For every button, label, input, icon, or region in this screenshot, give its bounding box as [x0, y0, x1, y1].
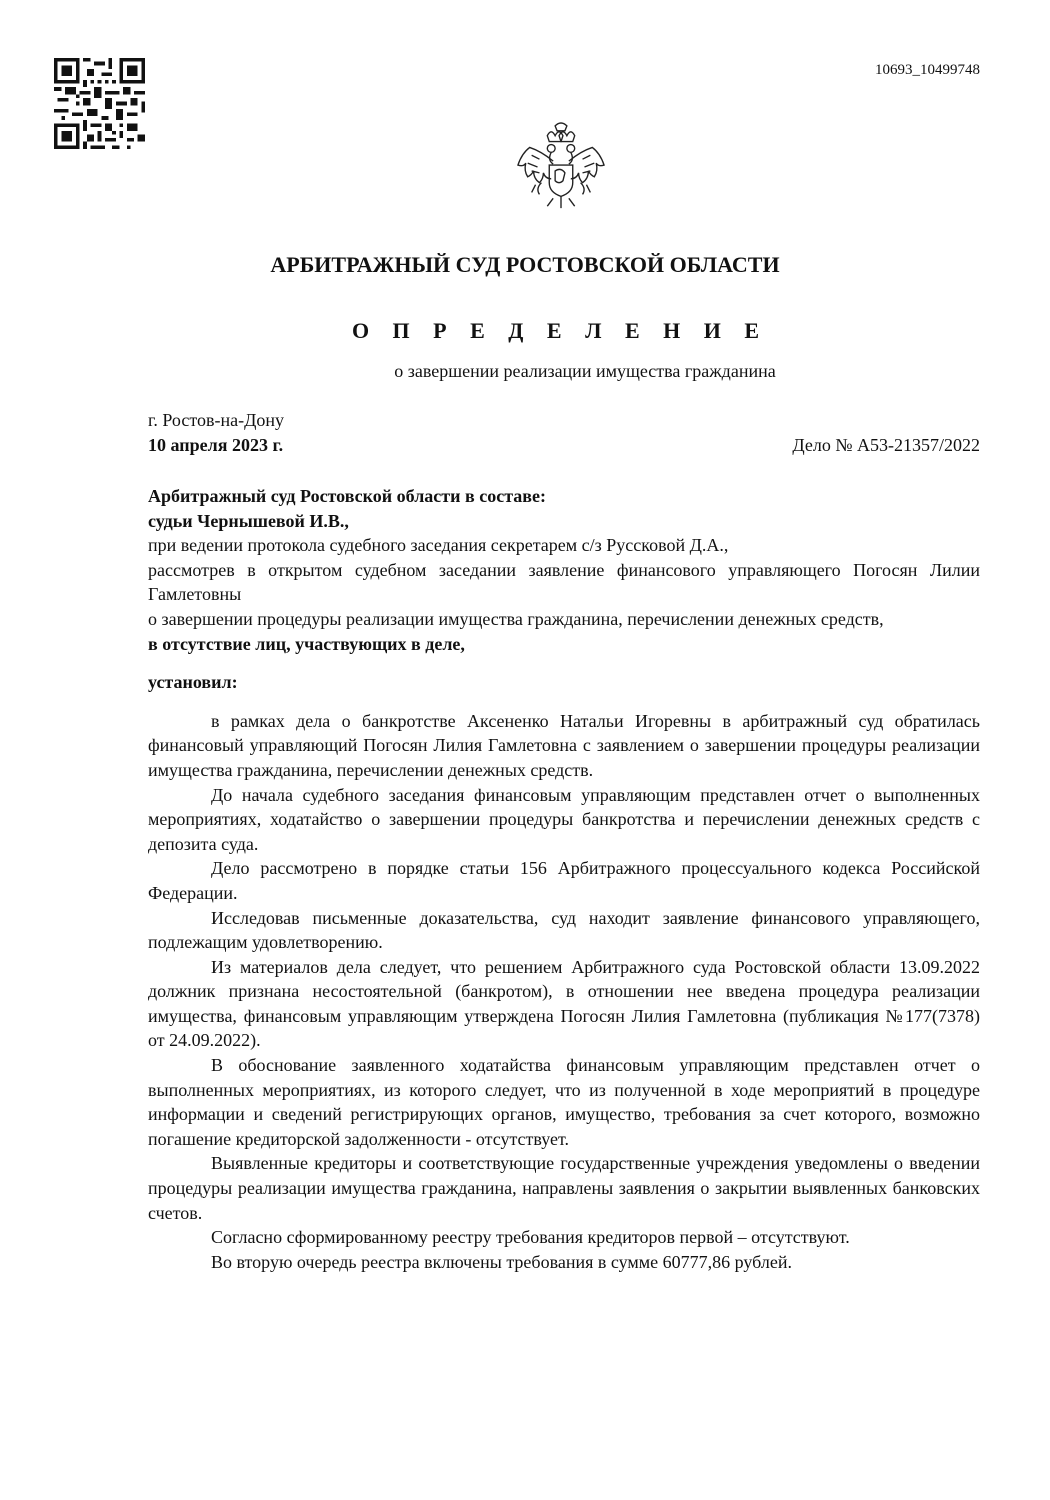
document-subtitle: о завершении реализации имущества гражданина — [394, 361, 776, 381]
decision-date: 10 апреля 2023 г. — [148, 435, 284, 455]
subject-line: о завершении процедуры реализации имущества гражданина, перечислении денежных средств, — [148, 608, 884, 629]
paragraph: Из материалов дела следует, что решением Арбитражного суда Ростовской области 13.09.2022 должник признана несостоятельной (банкротом), в отношении нее введена процедура реализации имущества, финансовым управляющим утверждена Погосян Лилия Гамлетовна (публикация №177(7378) от 24.09.2022). — [148, 956, 980, 1051]
paragraph: Исследовав письменные доказательства, суд находит заявление финансового управляющего, подлежащим удовлетворению. — [148, 907, 980, 953]
paragraph: В обоснование заявленного ходатайства финансовым управляющим представлен отчет о выполненных мероприятиях, из которого следует, что из полученной в ходе мероприятий в процедуре информации и сведений регистрирующих органов, имущество, требования за счет которого, возможно погашение кредиторской задолженности - отсутствует. — [148, 1055, 980, 1149]
established-heading: установил: — [148, 672, 238, 693]
document-id: 10693_10499748 — [875, 62, 980, 78]
court-title: АРБИТРАЖНЫЙ СУД РОСТОВСКОЙ ОБЛАСТИ — [270, 252, 780, 277]
document-type: О П Р Е Д Е Л Е Н И Е — [351, 318, 769, 343]
paragraph: Выявленные кредиторы и соответствующие государственные учреждения уведомлены о введении процедуры реализации имущества гражданина, направлены заявления о закрытии выявленных банковских счетов. — [148, 1153, 980, 1223]
paragraph: Дело рассмотрено в порядке статьи 156 Арбитражного процессуального кодекса Российской Федерации. — [148, 858, 980, 903]
city: г. Ростов-на-Дону — [148, 410, 285, 430]
paragraph: Согласно сформированному реестру требования кредиторов первой – отсутствуют. — [211, 1227, 850, 1248]
case-number: Дело № А53-21357/2022 — [792, 435, 980, 455]
judge-name: судьи Чернышевой И.В., — [148, 510, 349, 531]
considered-line: рассмотрев в открытом судебном заседании заявление финансового управляющего Погосян Лилии Гамлетовны — [148, 559, 980, 605]
court-composition: Арбитражный суд Ростовской области в составе: — [148, 486, 546, 506]
paragraph: До начала судебного заседания финансовым управляющим представлен отчет о выполненных мероприятиях, ходатайство о завершении процедуры банкротства и перечислении денежных средств с депозита суда. — [148, 784, 980, 854]
absence-line: в отсутствие лиц, участвующих в деле, — [148, 633, 465, 654]
coat-of-arms-icon — [512, 122, 610, 214]
paragraph: Во вторую очередь реестра включены требования в сумме 60777,86 рублей. — [211, 1251, 792, 1272]
paragraph: в рамках дела о банкротстве Аксененко Натальи Игоревны в арбитражный суд обратилась финансовый управляющий Погосян Лилия Гамлетовна с заявлением о завершении процедуры реализации имущества гражданина, перечислении денежных средств. — [148, 710, 980, 780]
secretary-line: при ведении протокола судебного заседания секретарем с/з Русcковой Д.А., — [148, 535, 729, 556]
qr-code — [54, 58, 145, 149]
document-body — [148, 484, 980, 1274]
